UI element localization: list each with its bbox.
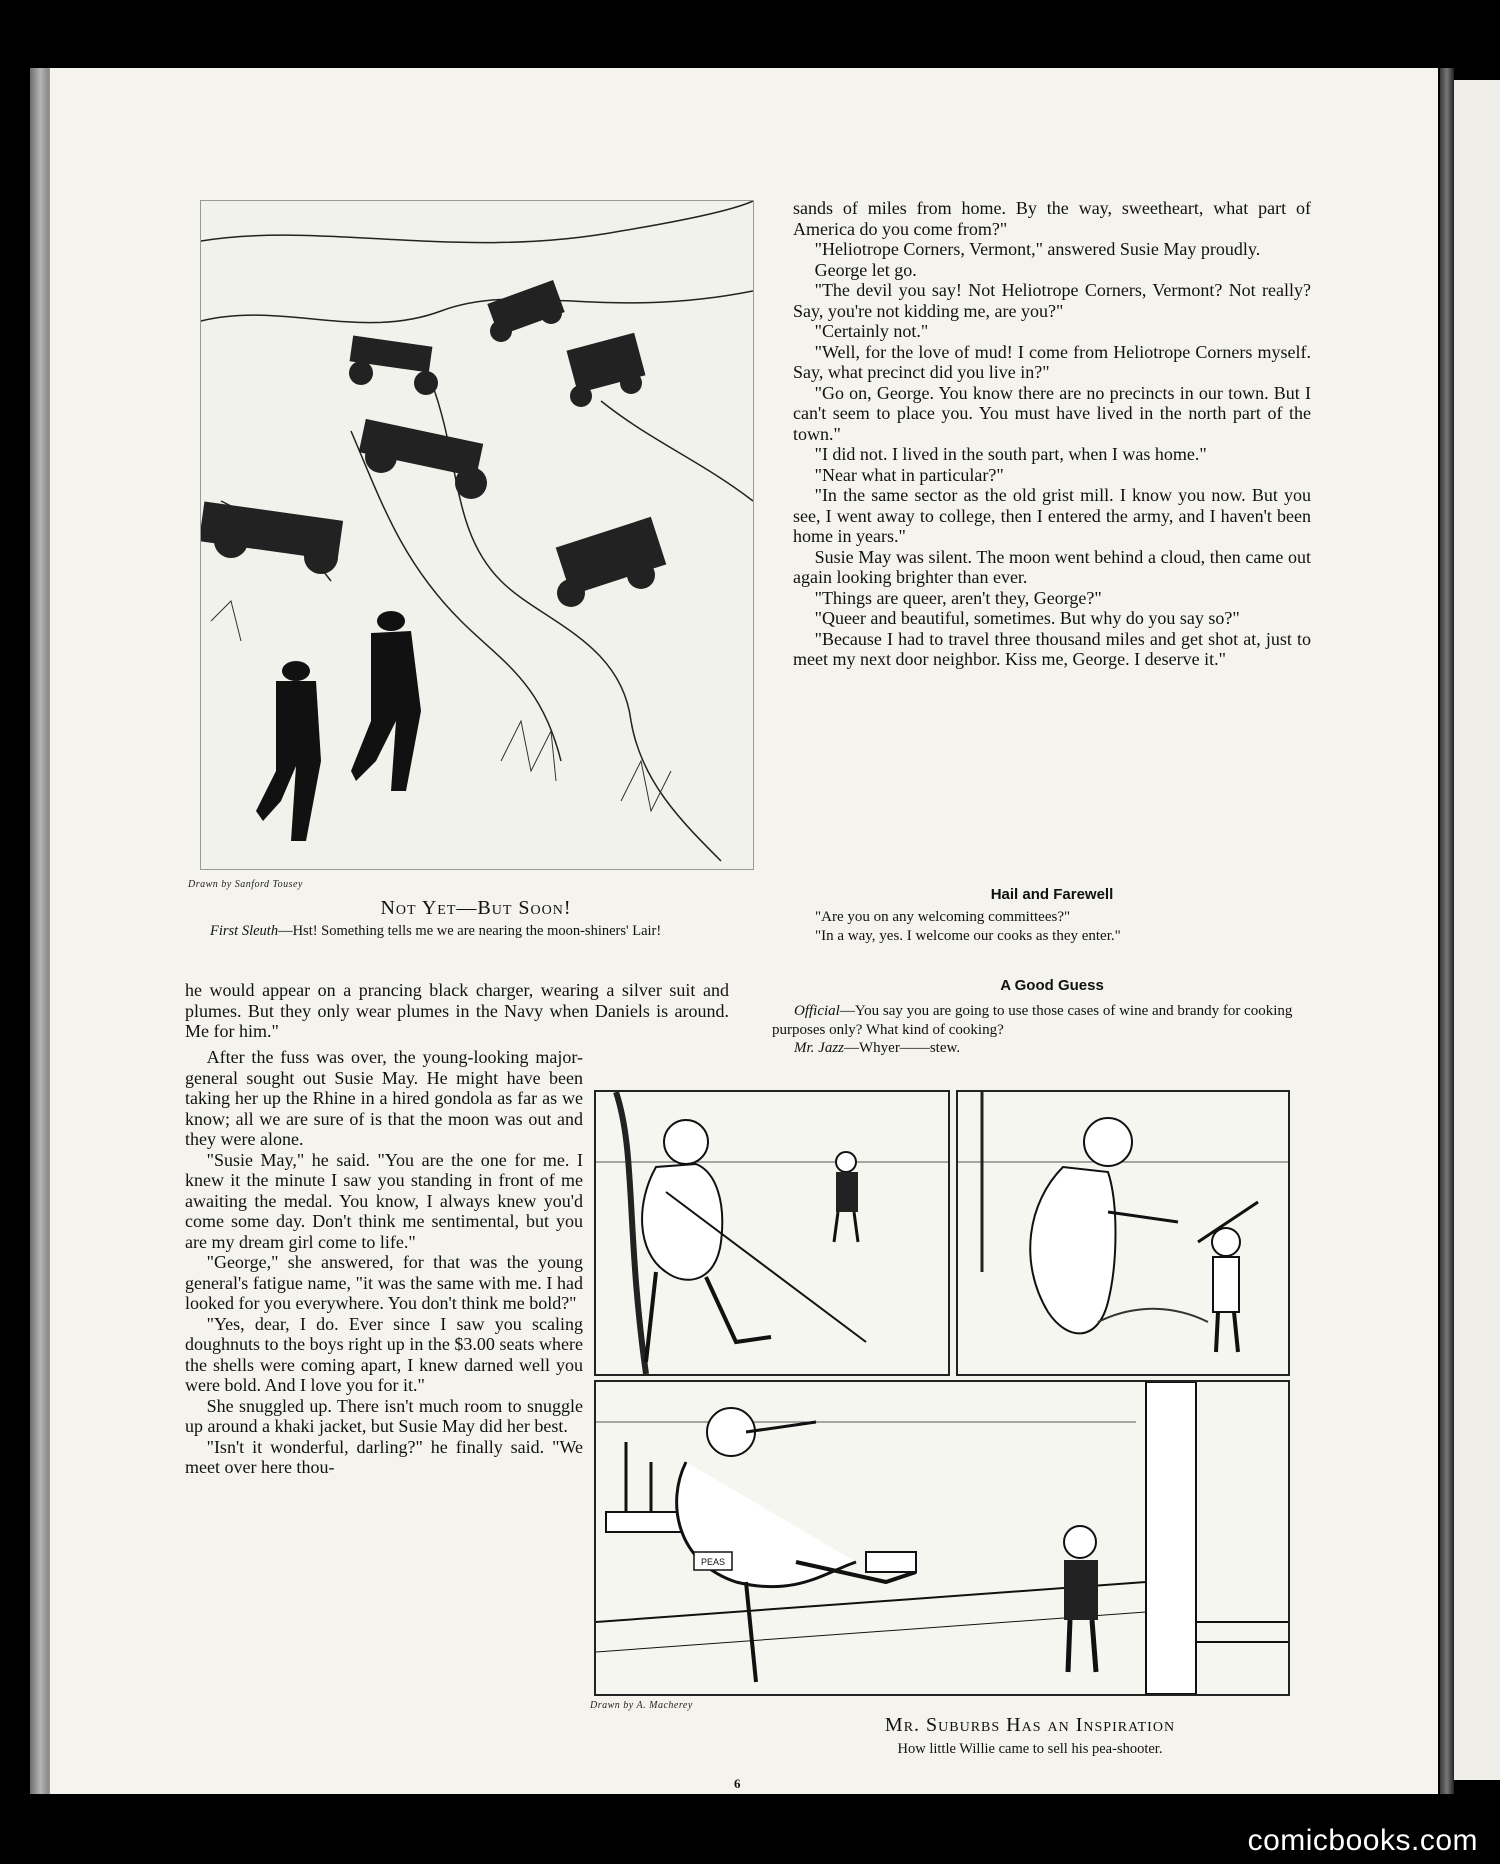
joke2-line xyxy=(772,1039,1304,1058)
story-right-paragraph: Susie May was silent. The moon went behind a cloud, then came out again looking brighter than ever. xyxy=(793,546,1311,587)
story-left-paragraph: After the fuss was over, the young-looking major-general sought out Susie May. He might have been taking her up the Rhine in a hired gondola as far as we know; all we are sure of is that the moon was out and they were alone. xyxy=(185,1047,583,1149)
story-right-paragraph: "Well, for the love of mud! I come from Heliotrope Corners myself. Say, what precinct did you live in?" xyxy=(793,341,1311,382)
story-right-paragraph: "Queer and beautiful, sometimes. But why do you say so?" xyxy=(814,608,1240,628)
story-column-left xyxy=(185,1047,583,1478)
story-column-right xyxy=(793,198,1311,670)
panel1-drawing xyxy=(596,1092,948,1374)
cartoon1-speaker: First Sleuth xyxy=(210,923,279,939)
joke1-line: "Are you on any welcoming committees?" xyxy=(815,909,1071,925)
story-left-paragraph: She snuggled up. There isn't much room to snuggle up around a khaki jacket, but Susie May did her best. xyxy=(185,1395,583,1436)
joke2-heading: A Good Guess xyxy=(1000,977,1104,994)
joke2-text: —You say you are going to use those cases of wine and brandy for cooking purposes only? What kind of cooking? xyxy=(772,1003,1293,1038)
story-right-paragraph: "Go on, George. You know there are no precincts in our town. But I can't seem to place you. You must have lived in the north part of the town." xyxy=(793,382,1311,444)
peas-sign: PEAS xyxy=(700,1557,726,1567)
story-right-paragraph: "Things are queer, aren't they, George?" xyxy=(814,587,1102,608)
story-left-paragraph: "Susie May," he said. "You are the one for me. I knew it the minute I saw you standing in front of me awaiting the medal. You know, I always knew you'd come some day. Don't think me sentimental, but you are my dream girl come to life." xyxy=(185,1149,583,1252)
joke1-line: "In a way, yes. I welcome our cooks as they enter." xyxy=(815,927,1121,944)
cartoon2-title: Mr. Suburbs Has an Inspiration xyxy=(884,1714,1176,1736)
story-right-paragraph: "Heliotrope Corners, Vermont," answered Susie May proudly. xyxy=(814,239,1261,259)
cartoon2-credit: Drawn by A. Macherey xyxy=(590,1700,693,1711)
page-number: 6 xyxy=(734,1776,741,1791)
cartoon1-credit: Drawn by Sanford Tousey xyxy=(188,879,303,890)
illustration-drawing xyxy=(201,201,753,869)
site-watermark: comicbooks.com xyxy=(1247,1824,1478,1857)
comic-panel-3 xyxy=(594,1380,1290,1696)
story-column-left-top xyxy=(185,980,729,1042)
cartoon1-line: —Hst! Something tells me we are nearing the moon-shiners' Lair! xyxy=(278,923,662,939)
joke2-line xyxy=(772,1002,1304,1039)
page-edge xyxy=(1440,68,1454,1794)
cartoon2-subtitle: How little Willie came to sell his pea-shooter. xyxy=(897,1741,1163,1757)
story-right-paragraph: "Because I had to travel three thousand miles and get shot at, just to meet my next door neighbor. Kiss me, George. I deserve it." xyxy=(793,628,1311,669)
story-left-paragraph: he would appear on a prancing black charger, wearing a silver suit and plumes. But they only wear plumes in the Navy when Daniels is around. Me for him." xyxy=(185,980,729,1041)
story-right-paragraph: George let go. xyxy=(814,259,917,280)
comic-panel-1 xyxy=(594,1090,950,1376)
story-right-paragraph: "I did not. I lived in the south part, when I was home." xyxy=(814,444,1207,464)
panel3-drawing xyxy=(596,1382,1288,1694)
story-left-paragraph: "George," she answered, for that was the young general's fatigue name, "it was the same with me. I had looked for you everywhere. You don't think me bold?" xyxy=(185,1252,583,1313)
panel2-drawing xyxy=(958,1092,1288,1374)
joke1-body xyxy=(793,908,1311,945)
moonshiners-illustration xyxy=(200,200,754,870)
story-right-paragraph: "Certainly not." xyxy=(814,321,929,341)
joke2-text: —Whyer——stew. xyxy=(844,1040,961,1056)
story-right-paragraph: "In the same sector as the old grist mill. I know you now. But you see, I went away to college, then I entered the army, and I haven't been home in years." xyxy=(793,485,1311,546)
joke2-speaker: Official xyxy=(794,1003,840,1019)
joke1-heading: Hail and Farewell xyxy=(990,886,1114,903)
joke2-body xyxy=(772,1002,1304,1058)
comic-panel-2 xyxy=(956,1090,1290,1376)
cartoon1-caption xyxy=(188,922,754,940)
story-right-paragraph: "Near what in particular?" xyxy=(814,464,1004,485)
story-left-paragraph: "Isn't it wonderful, darling?" he finally said. "We meet over here thou- xyxy=(185,1436,583,1477)
joke2-speaker: Mr. Jazz xyxy=(794,1040,845,1056)
cartoon1-title: Not Yet—But Soon! xyxy=(380,897,572,919)
story-right-paragraph: sands of miles from home. By the way, sweetheart, what part of America do you come from?" xyxy=(793,198,1311,239)
facing-page xyxy=(1454,80,1500,1780)
story-right-paragraph: "The devil you say! Not Heliotrope Corners, Vermont? Not really? Say, you're not kidding me, are you?" xyxy=(793,280,1311,321)
story-left-paragraph: "Yes, dear, I do. Ever since I saw you scaling doughnuts to the boys right up in the $3.00 seats where the shells were coming apart, I knew darned well you were bold. And I love you for it." xyxy=(185,1313,583,1395)
